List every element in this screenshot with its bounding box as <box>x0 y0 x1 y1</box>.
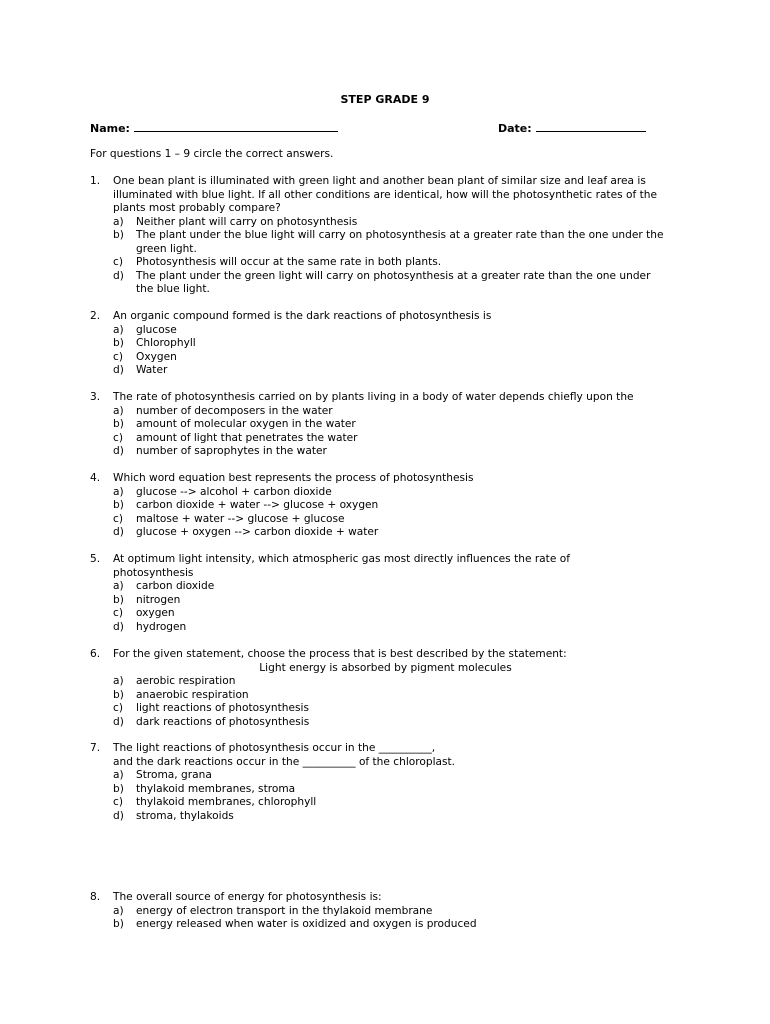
date-label: Date: <box>498 122 532 135</box>
option-text: glucose <box>136 323 177 336</box>
option-letter: a) <box>113 323 124 336</box>
option-letter: b) <box>113 337 124 349</box>
option-c <box>113 513 690 527</box>
option-text: Stroma, grana <box>136 769 212 781</box>
option-text: Oxygen <box>136 350 177 363</box>
option-text: light reactions of photosynthesis <box>136 702 309 714</box>
page-title: STEP GRADE 9 <box>340 93 430 106</box>
option-text: number of saprophytes in the water <box>136 445 327 457</box>
option-b <box>113 499 690 513</box>
option-d <box>113 716 690 730</box>
option-letter: b) <box>113 499 124 511</box>
option-letter: b) <box>113 229 124 241</box>
option-letter: a) <box>113 904 124 917</box>
option-letter: a) <box>113 675 124 687</box>
question-3 <box>90 391 690 459</box>
option-letter: d) <box>113 526 124 538</box>
option-c <box>113 351 690 365</box>
option-letter: d) <box>113 809 124 822</box>
option-b <box>113 689 690 703</box>
option-text: Water <box>136 364 168 376</box>
question-stem-line-1: The light reactions of photosynthesis occur in the __________, <box>113 742 436 754</box>
date-blank-line <box>536 120 646 132</box>
option-text: Chlorophyll <box>136 337 196 349</box>
question-stem: The rate of photosynthesis carried on by plants living in a body of water depends chiefly upon the <box>113 391 634 403</box>
name-label: Name: <box>90 122 130 135</box>
question-number: 3. <box>90 391 101 403</box>
option-text: Neither plant will carry on photosynthesis <box>136 215 358 228</box>
question-1 <box>90 175 690 297</box>
option-c <box>113 796 690 810</box>
option-c <box>113 432 690 446</box>
option-b <box>113 229 681 256</box>
option-letter: a) <box>113 215 124 228</box>
option-a <box>113 486 690 500</box>
option-text: stroma, thylakoids <box>136 809 234 822</box>
option-b <box>113 418 690 432</box>
option-text: energy released when water is oxidized and oxygen is produced <box>136 918 477 930</box>
question-statement: Light energy is absorbed by pigment molecules <box>259 661 512 674</box>
option-text: glucose + oxygen --> carbon dioxide + water <box>136 526 379 538</box>
option-text: anaerobic respiration <box>136 688 249 701</box>
name-blank-line <box>134 120 338 132</box>
question-stem: The overall source of energy for photosynthesis is: <box>113 891 382 903</box>
option-d <box>113 364 690 378</box>
option-d <box>113 445 690 459</box>
option-text: maltose + water --> glucose + glucose <box>136 512 345 525</box>
option-text: thylakoid membranes, stroma <box>136 782 296 795</box>
option-c <box>113 702 690 716</box>
option-letter: d) <box>113 620 124 633</box>
question-number: 4. <box>90 472 101 484</box>
option-text: carbon dioxide <box>136 580 215 592</box>
option-text: energy of electron transport in the thylakoid membrane <box>136 904 433 917</box>
question-stem: At optimum light intensity, which atmospheric gas most directly influences the rate of photosynthesis <box>113 553 570 579</box>
option-letter: d) <box>113 445 124 457</box>
option-text: nitrogen <box>136 593 181 606</box>
option-b <box>113 337 690 351</box>
option-text: The plant under the blue light will carry on photosynthesis at a greater rate than the one under the green light. <box>136 229 664 255</box>
option-a <box>113 675 690 689</box>
question-number: 7. <box>90 742 101 754</box>
option-a <box>113 580 690 594</box>
option-letter: c) <box>113 607 123 619</box>
question-7 <box>90 742 690 823</box>
option-letter: c) <box>113 796 123 808</box>
option-d <box>113 270 656 297</box>
option-letter: d) <box>113 364 124 376</box>
option-b <box>113 594 690 608</box>
question-stem: One bean plant is illuminated with green light and another bean plant of similar size and leaf area is illuminated with blue light. If all other conditions are identical, how will the photosynthetic rates of the plants most probably compare? <box>113 175 657 214</box>
option-letter: d) <box>113 269 124 282</box>
option-text: oxygen <box>136 607 175 619</box>
question-8 <box>90 891 690 932</box>
option-text: thylakoid membranes, chlorophyll <box>136 796 317 808</box>
question-number: 1. <box>90 175 101 187</box>
date-field <box>498 120 646 136</box>
option-letter: b) <box>113 688 124 701</box>
option-letter: d) <box>113 715 124 728</box>
option-a <box>113 405 690 419</box>
question-6 <box>90 648 690 729</box>
question-2 <box>90 310 690 378</box>
option-c <box>113 607 690 621</box>
option-letter: c) <box>113 431 123 444</box>
name-field <box>90 120 338 136</box>
option-a <box>113 216 690 230</box>
option-text: hydrogen <box>136 620 187 633</box>
question-stem: Which word equation best represents the process of photosynthesis <box>113 472 474 484</box>
option-letter: b) <box>113 782 124 795</box>
question-4 <box>90 472 690 540</box>
question-number: 2. <box>90 310 101 322</box>
option-d <box>113 810 690 824</box>
option-a <box>113 905 690 919</box>
question-stem: An organic compound formed is the dark reactions of photosynthesis is <box>113 310 492 322</box>
option-d <box>113 621 690 635</box>
option-text: number of decomposers in the water <box>136 404 333 417</box>
option-letter: b) <box>113 918 124 930</box>
question-5 <box>90 553 690 634</box>
question-number: 8. <box>90 891 101 903</box>
option-a <box>113 769 690 783</box>
option-letter: a) <box>113 485 124 498</box>
option-letter: c) <box>113 350 123 363</box>
question-stem: For the given statement, choose the process that is best described by the statement: <box>113 648 567 660</box>
option-letter: a) <box>113 580 124 592</box>
option-letter: c) <box>113 512 123 525</box>
question-number: 5. <box>90 553 101 565</box>
option-d <box>113 526 690 540</box>
option-c <box>113 256 690 270</box>
option-text: amount of molecular oxygen in the water <box>136 418 356 430</box>
option-text: amount of light that penetrates the water <box>136 431 358 444</box>
option-text: aerobic respiration <box>136 675 236 687</box>
option-letter: a) <box>113 769 124 781</box>
question-number: 6. <box>90 648 101 660</box>
option-b <box>113 918 690 932</box>
option-letter: a) <box>113 404 124 417</box>
option-letter: b) <box>113 418 124 430</box>
question-stem-line-2: and the dark reactions occur in the __________ of the chloroplast. <box>113 755 456 768</box>
option-text: glucose --> alcohol + carbon dioxide <box>136 485 332 498</box>
option-a <box>113 324 690 338</box>
option-text: dark reactions of photosynthesis <box>136 715 310 728</box>
option-letter: c) <box>113 702 123 714</box>
option-text: The plant under the green light will carry on photosynthesis at a greater rate than the one under the blue light. <box>136 269 651 295</box>
option-text: carbon dioxide + water --> glucose + oxygen <box>136 499 379 511</box>
option-letter: c) <box>113 256 123 268</box>
option-b <box>113 783 690 797</box>
option-letter: b) <box>113 593 124 606</box>
instructions: For questions 1 – 9 circle the correct answers. <box>90 148 334 160</box>
option-text: Photosynthesis will occur at the same rate in both plants. <box>136 256 442 268</box>
